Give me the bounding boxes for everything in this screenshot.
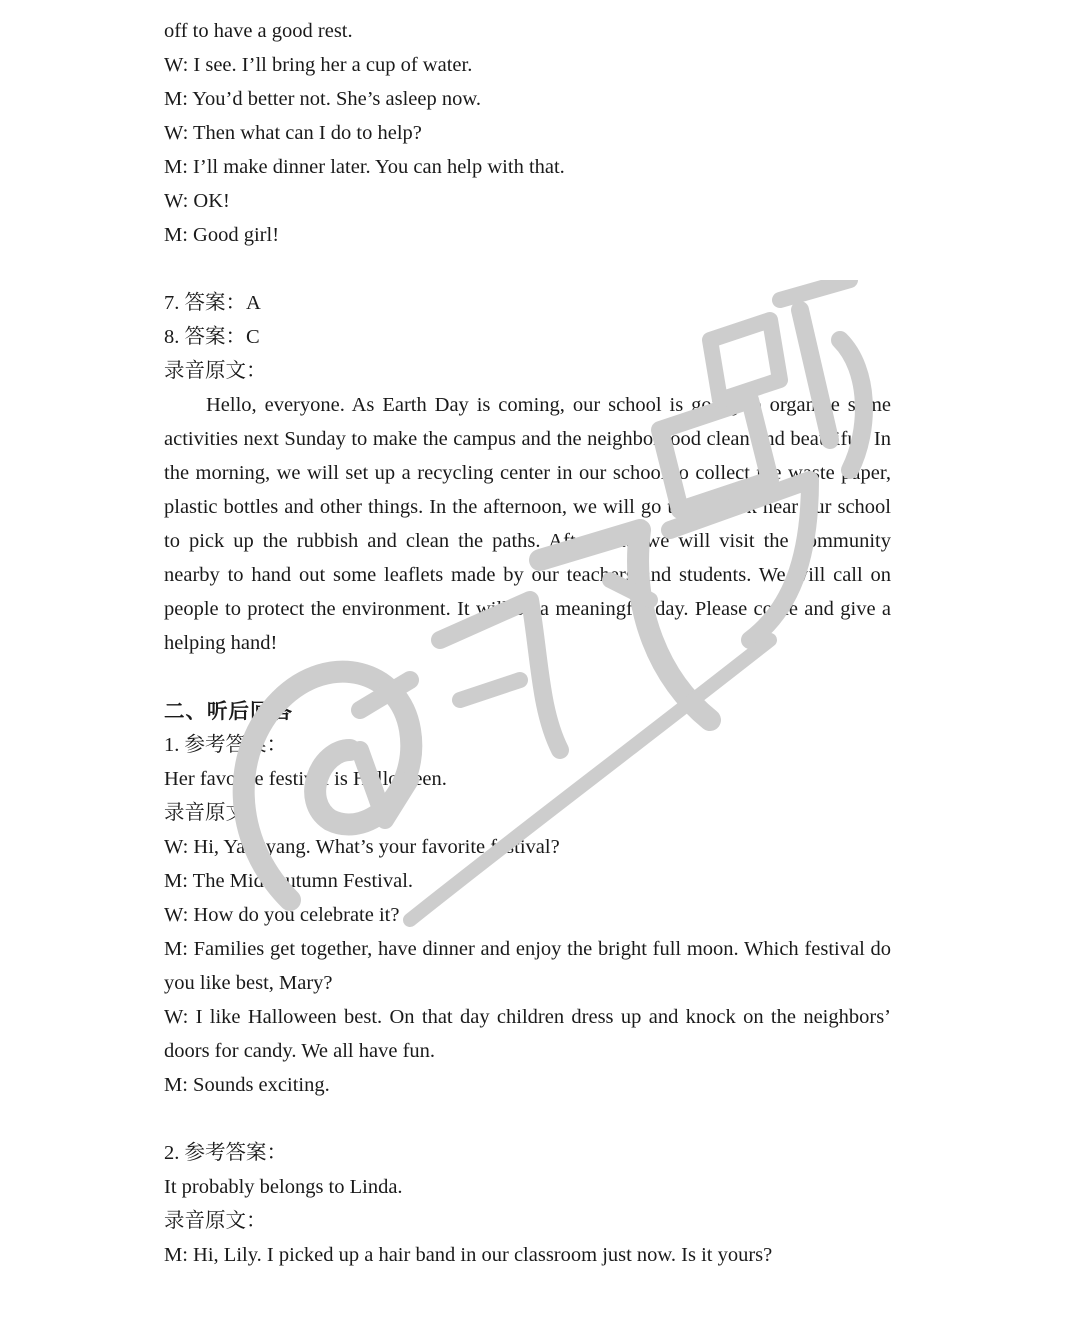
question-1-answer: Her favorite festival is Halloween.	[164, 768, 447, 790]
question-2-answer: It probably belongs to Linda.	[164, 1176, 403, 1198]
dialogue-line: M: I’ll make dinner later. You can help with that.	[164, 156, 565, 178]
dialogue-line: off to have a good rest.	[164, 20, 353, 42]
spacer	[164, 1102, 891, 1136]
dialogue-line: W: I like Halloween best. On that day children dress up and knock on the neighbors’ doors for candy. We all have fun.	[164, 1006, 891, 1062]
section-heading: 二、听后回答	[164, 699, 293, 723]
dialogue-line: M: Hi, Lily. I picked up a hair band in our classroom just now. Is it yours?	[164, 1244, 773, 1266]
dialogue-line: W: I see. I’ll bring her a cup of water.	[164, 54, 473, 76]
dialogue-line: M: You’d better not. She’s asleep now.	[164, 88, 481, 110]
dialogue-line: M: Families get together, have dinner and enjoy the bright full moon. Which festival do you like best, Mary?	[164, 938, 891, 994]
transcript-label: 录音原文：	[164, 802, 267, 824]
document-page	[164, 14, 891, 1272]
question-2-label: 2. 参考答案：	[164, 1142, 287, 1164]
dialogue-line: M: The Mid-Autumn Festival.	[164, 870, 414, 892]
spacer	[164, 660, 891, 694]
dialogue-line: M: Good girl!	[164, 224, 280, 246]
dialogue-line: M: Sounds exciting.	[164, 1074, 330, 1096]
dialogue-line: W: Then what can I do to help?	[164, 122, 422, 144]
transcript-label: 录音原文：	[164, 1210, 267, 1232]
answer-7: 7. 答案：A	[164, 292, 261, 314]
dialogue-line: W: OK!	[164, 190, 230, 212]
question-1-label: 1. 参考答案：	[164, 734, 287, 756]
spacer	[164, 252, 891, 286]
transcript-passage: Hello, everyone. As Earth Day is coming, our school is going to organize some activities next Sunday to make the campus and the neighborhood clean and beautiful. In the morning, we will set up a recycling center in our school to collect the waste paper, plastic bottles and other things. In the afternoon, we will go to the park near our school to pick up the rubbish and clean the paths. After that, we will visit the community nearby to hand out some leaflets made by our teachers and students. We will call on people to protect the environment. It will be a meaningful day. Please come and give a helping hand!	[164, 394, 891, 654]
answer-8: 8. 答案：C	[164, 326, 260, 348]
dialogue-line: W: Hi, Yangyang. What’s your favorite festival?	[164, 836, 560, 858]
transcript-label: 录音原文：	[164, 360, 267, 382]
dialogue-line: W: How do you celebrate it?	[164, 904, 400, 926]
